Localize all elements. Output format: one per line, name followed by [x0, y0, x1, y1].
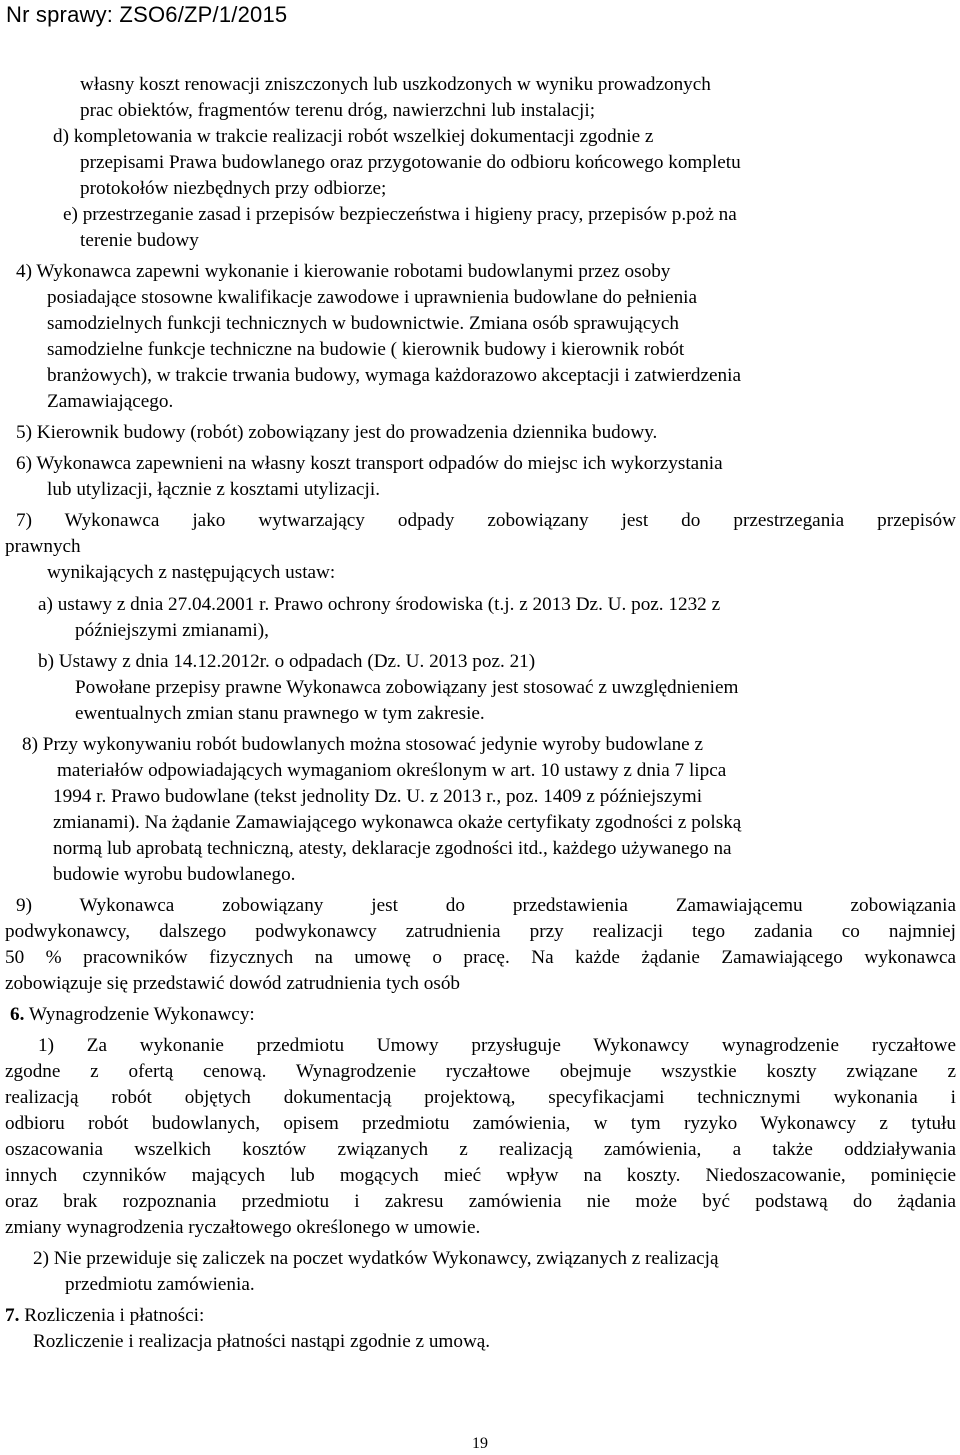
text-line: prac obiektów, fragmentów terenu dróg, nawierzchni lub instalacji;	[80, 100, 596, 121]
text-line: 9) Wykonawca zobowiązany jest do przedstawienia Zamawiającemu zobowiązania	[16, 895, 956, 916]
text-line: terenie budowy	[80, 230, 199, 251]
text-line: ewentualnych zmian stanu prawnego w tym zakresie.	[75, 703, 485, 724]
text-line: Powołane przepisy prawne Wykonawca zobowiązany jest stosować z uwzględnieniem	[75, 677, 739, 698]
case-number-header: Nr sprawy: ZSO6/ZP/1/2015	[6, 2, 288, 27]
text-line: 7) Wykonawca jako wytwarzający odpady zobowiązany jest do przestrzegania przepisów	[16, 510, 956, 531]
text-line: 1) Za wykonanie przedmiotu Umowy przysługuje Wykonawcy wynagrodzenie ryczałtowe	[38, 1035, 956, 1056]
section-heading-text: Wynagrodzenie Wykonawcy:	[28, 1004, 255, 1025]
text-line: samodzielne funkcje techniczne na budowie ( kierownik budowy i kierownik robót	[47, 339, 685, 360]
text-line: innych czynników mających lub mogących mieć wpływ na koszty. Niedoszacowanie, pominięcie	[5, 1165, 956, 1186]
text-line: realizacją robót objętych dokumentacją projektową, specyfikacjami technicznymi wykonania i	[5, 1087, 956, 1108]
text-line: oraz brak rozpoznania przedmiotu i zakresu zamówienia nie może być podstawą do żądania	[5, 1191, 956, 1212]
text-line: prawnych	[5, 536, 81, 557]
text-line: oszacowania wszelkich kosztów związanych z realizacją zamówienia, a także oddziaływania	[5, 1139, 956, 1160]
text-line: d) kompletowania w trakcie realizacji robót wszelkiej dokumentacji zgodnie z	[53, 126, 654, 147]
text-line: b) Ustawy z dnia 14.12.2012r. o odpadach (Dz. U. 2013 poz. 21)	[38, 651, 536, 672]
text-line: 50 % pracowników fizycznych na umowę o pracę. Na każde żądanie Zamawiającego wykonawca	[5, 947, 956, 968]
text-line: podwykonawcy, dalszego podwykonawcy zatrudnienia przy realizacji tego zadania co najmniej	[5, 921, 956, 942]
text-line: normą lub aprobatą techniczną, atesty, deklaracje zgodności itd., każdego używanego na	[53, 838, 732, 859]
text-line: 8) Przy wykonywaniu robót budowlanych można stosować jedynie wyroby budowlane z	[22, 734, 704, 755]
text-line: lub utylizacji, łącznie z kosztami utylizacji.	[47, 479, 380, 500]
text-line: zmianami). Na żądanie Zamawiającego wykonawca okaże certyfikaty zgodności z polską	[53, 812, 742, 833]
text-line: wynikających z następujących ustaw:	[47, 562, 336, 583]
section-heading: 6. Wynagrodzenie Wykonawcy:	[10, 1004, 255, 1025]
text-line: zmiany wynagrodzenia ryczałtowego określonego w umowie.	[5, 1217, 481, 1238]
text-line: protokołów niezbędnych przy odbiorze;	[80, 178, 387, 199]
text-line: branżowych), w trakcie trwania budowy, wymaga każdorazowo akceptacji i zatwierdzenia	[47, 365, 741, 386]
text-line: 4) Wykonawca zapewni wykonanie i kierowanie robotami budowlanymi przez osoby	[16, 261, 671, 282]
text-line: własny koszt renowacji zniszczonych lub uszkodzonych w wyniku prowadzonych	[80, 74, 711, 95]
text-line: Zamawiającego.	[47, 391, 174, 412]
page-number: 19	[472, 1435, 488, 1452]
text-line: przepisami Prawa budowlanego oraz przygotowanie do odbioru końcowego kompletu	[80, 152, 741, 173]
text-line: materiałów odpowiadających wymaganiom określonym w art. 10 ustawy z dnia 7 lipca	[57, 760, 727, 781]
text-line: Rozliczenie i realizacja płatności nastąpi zgodnie z umową.	[33, 1331, 491, 1352]
section-heading: 7. Rozliczenia i płatności:	[5, 1305, 205, 1326]
text-line: e) przestrzeganie zasad i przepisów bezpieczeństwa i higieny pracy, przepisów p.poż na	[63, 204, 737, 225]
text-line: przedmiotu zamówienia.	[65, 1274, 255, 1295]
text-line: a) ustawy z dnia 27.04.2001 r. Prawo ochrony środowiska (t.j. z 2013 Dz. U. poz. 1232 z	[38, 594, 721, 615]
text-line: zobowiązuje się przedstawić dowód zatrudnienia tych osób	[5, 973, 461, 994]
text-line: posiadające stosowne kwalifikacje zawodowe i uprawnienia budowlane do pełnienia	[47, 287, 698, 308]
text-line: zgodne z ofertą cenową. Wynagrodzenie ryczałtowe obejmuje wszystkie koszty związane z	[5, 1061, 956, 1082]
section-heading-text: Rozliczenia i płatności:	[24, 1305, 205, 1326]
text-line: samodzielnych funkcji technicznych w budownictwie. Zmiana osób sprawujących	[47, 313, 679, 334]
text-line: 2) Nie przewiduje się zaliczek na poczet wydatków Wykonawcy, związanych z realizacją	[33, 1248, 719, 1269]
text-line: 5) Kierownik budowy (robót) zobowiązany jest do prowadzenia dziennika budowy.	[16, 422, 658, 443]
text-line: odbioru robót budowlanych, opisem przedmiotu zamówienia, w tym ryzyko Wykonawcy z tytułu	[5, 1113, 956, 1134]
text-line: późniejszymi zmianami),	[75, 620, 269, 641]
text-line: budowie wyrobu budowlanego.	[53, 864, 296, 885]
text-line: 6) Wykonawca zapewnieni na własny koszt transport odpadów do miejsc ich wykorzystania	[16, 453, 723, 474]
text-line: 1994 r. Prawo budowlane (tekst jednolity Dz. U. z 2013 r., poz. 1409 z późniejszymi	[53, 786, 703, 807]
